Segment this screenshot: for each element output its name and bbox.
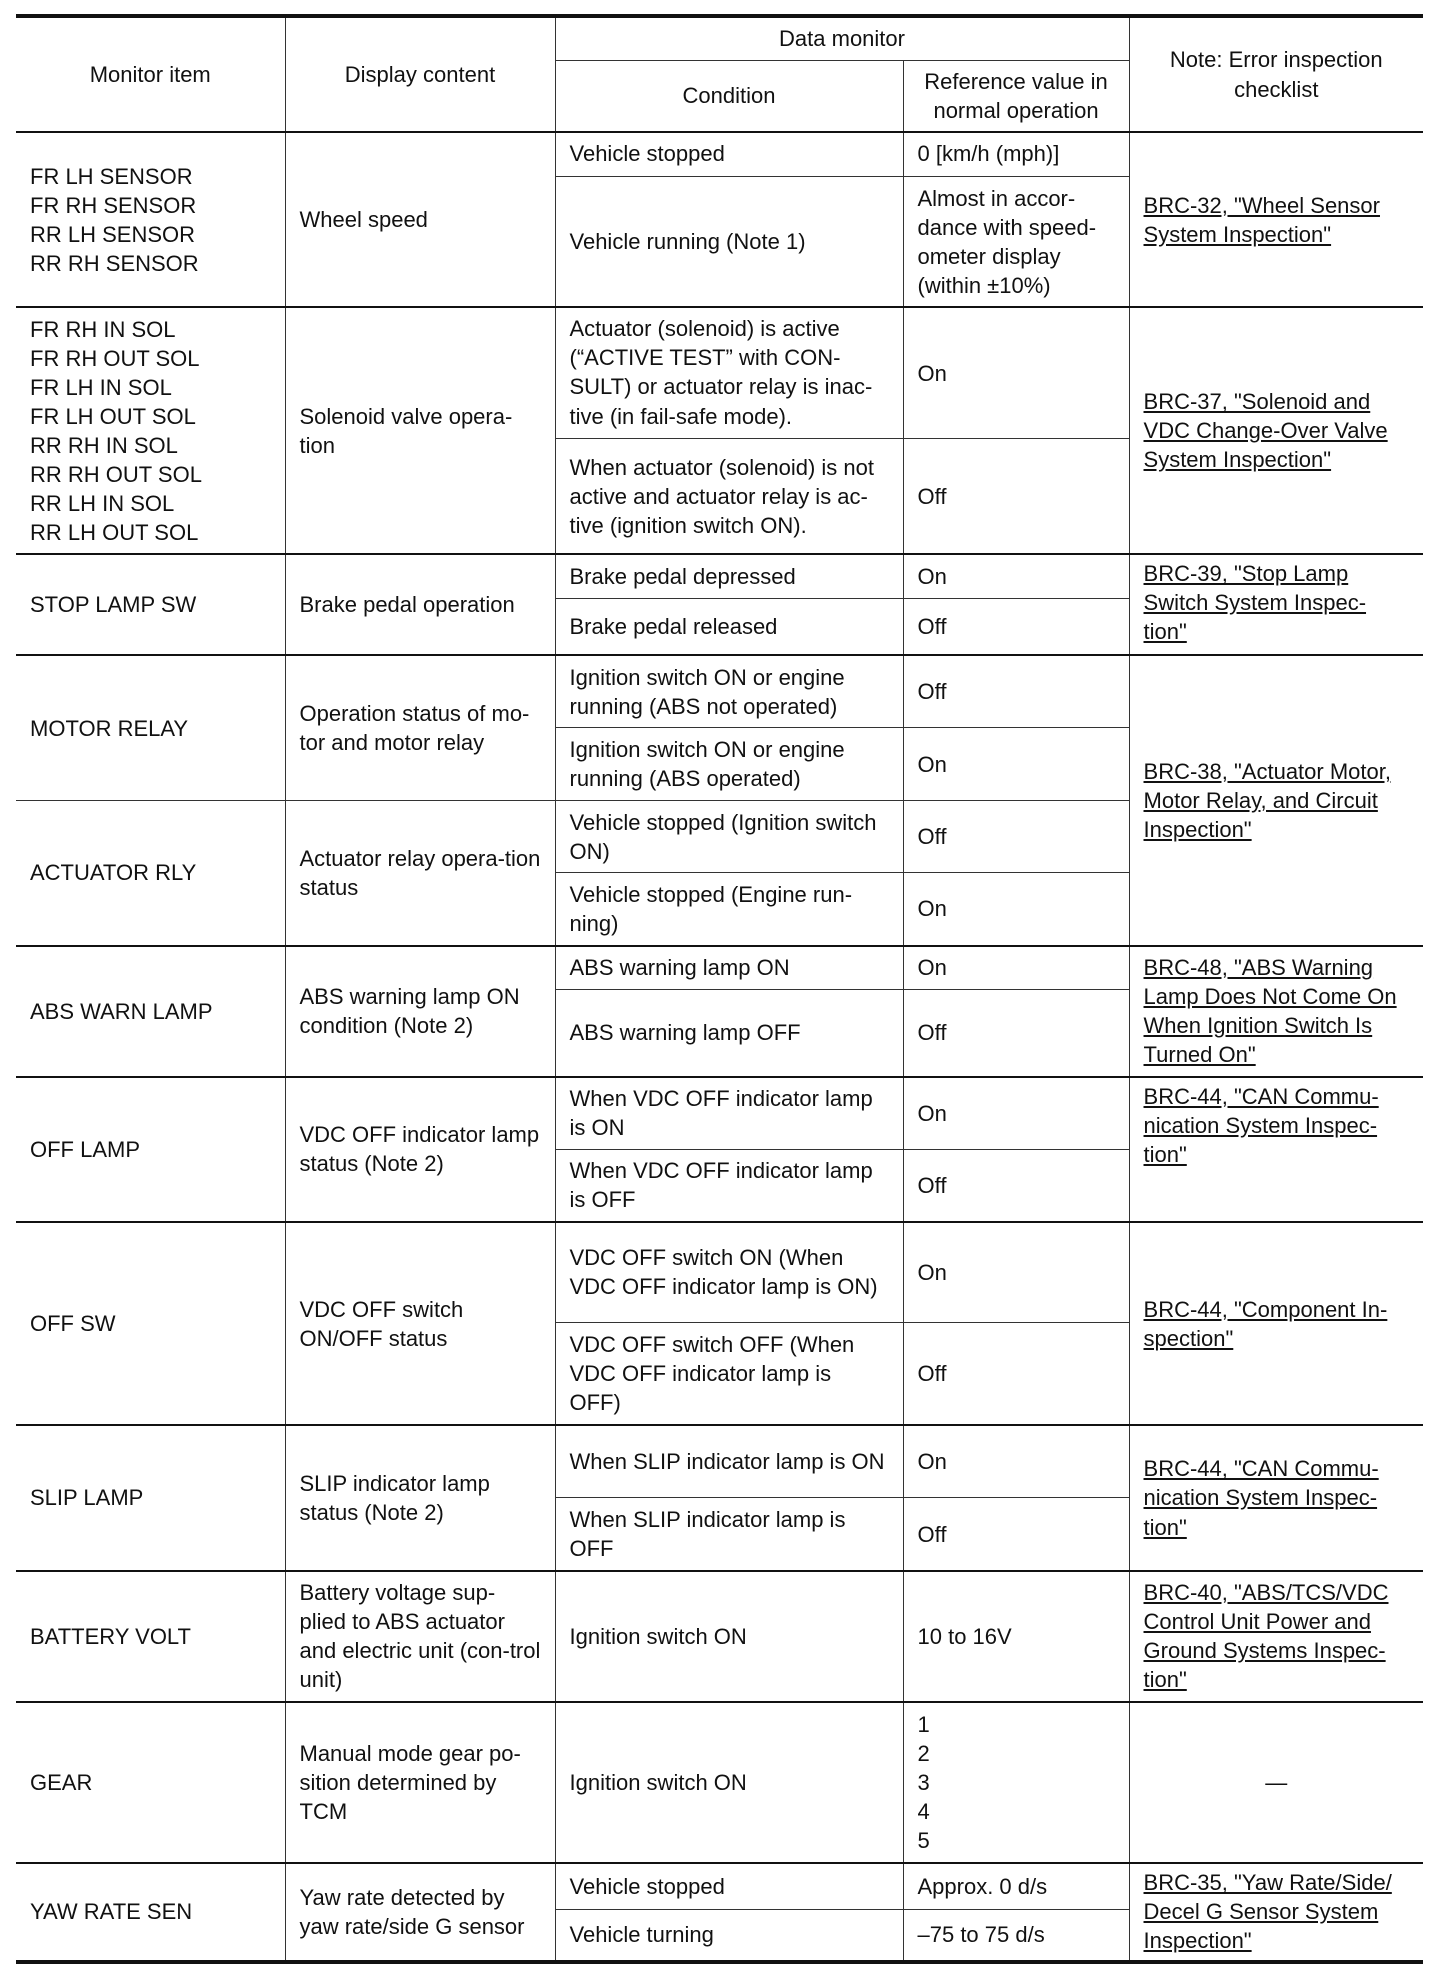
table-row: [16, 946, 1423, 990]
monitor-item: ABS WARN LAMP: [16, 946, 285, 1077]
table-row: [16, 307, 1423, 438]
reference-value: 10 to 16V: [903, 1571, 1129, 1702]
condition: Ignition switch ON: [555, 1702, 903, 1863]
monitor-item-cell: [16, 132, 285, 307]
note-link[interactable]: [1129, 1222, 1423, 1426]
monitor-item: FR LH IN SOL: [30, 374, 172, 400]
condition: Ignition switch ON: [555, 1571, 903, 1702]
note-link[interactable]: [1129, 1571, 1423, 1702]
display-content: Battery voltage sup-plied to ABS actuator and electric unit (con-trol unit): [285, 1571, 555, 1702]
monitor-item: FR LH SENSOR: [30, 163, 193, 189]
display-content: Brake pedal operation: [285, 554, 555, 655]
gear-value: 3: [917, 1769, 930, 1795]
note-link-text[interactable]: BRC-40, "ABS/TCS/VDC Control Unit Power and Ground Systems Inspec-tion": [1143, 1580, 1389, 1693]
condition: VDC OFF switch ON (When VDC OFF indicator lamp is ON): [555, 1222, 903, 1323]
reference-value: Approx. 0 d/s: [903, 1863, 1129, 1909]
reference-value: Off: [903, 1149, 1129, 1222]
gear-value: 4: [917, 1798, 930, 1824]
header-reference-value: Reference value in normal operation: [903, 60, 1129, 132]
note-link-text[interactable]: BRC-35, "Yaw Rate/Side/ Decel G Sensor System Inspection": [1143, 1870, 1392, 1954]
condition: When actuator (solenoid) is not active and actuator relay is ac-tive (ignition switch ON).: [555, 438, 903, 554]
table-row: [16, 554, 1423, 598]
monitor-item: OFF LAMP: [16, 1077, 285, 1222]
display-content: VDC OFF switch ON/OFF status: [285, 1222, 555, 1426]
monitor-item: SLIP LAMP: [16, 1425, 285, 1570]
reference-value: On: [903, 1077, 1129, 1150]
table-row: [16, 1863, 1423, 1909]
condition: ABS warning lamp ON: [555, 946, 903, 990]
note-link[interactable]: [1129, 307, 1423, 554]
table-row: [16, 655, 1423, 728]
reference-value: On: [903, 873, 1129, 946]
note-link-text[interactable]: BRC-44, "CAN Commu-nication System Inspec-tion": [1143, 1456, 1379, 1540]
reference-value: Off: [903, 990, 1129, 1077]
condition: When SLIP indicator lamp is ON: [555, 1425, 903, 1498]
note-link-text[interactable]: BRC-44, "CAN Commu-nication System Inspec-tion": [1143, 1083, 1379, 1167]
header-note: Note: Error inspection checklist: [1129, 16, 1423, 132]
reference-value: –75 to 75 d/s: [903, 1909, 1129, 1962]
condition: Vehicle running (Note 1): [555, 176, 903, 307]
note-link[interactable]: [1129, 132, 1423, 307]
condition: Vehicle stopped: [555, 132, 903, 176]
note-link[interactable]: [1129, 1077, 1423, 1222]
gear-value: 2: [917, 1740, 930, 1766]
display-content: Actuator relay opera-tion status: [285, 800, 555, 945]
condition: Ignition switch ON or engine running (ABS operated): [555, 728, 903, 801]
condition: When VDC OFF indicator lamp is ON: [555, 1077, 903, 1150]
table-row: [16, 1702, 1423, 1863]
note-link[interactable]: [1129, 655, 1423, 945]
monitor-item: RR LH OUT SOL: [30, 520, 199, 546]
reference-value: Off: [903, 655, 1129, 728]
monitor-item: FR LH OUT SOL: [30, 403, 196, 429]
monitor-item: ACTUATOR RLY: [16, 800, 285, 945]
condition: Vehicle stopped (Engine run-ning): [555, 873, 903, 946]
display-content: SLIP indicator lamp status (Note 2): [285, 1425, 555, 1570]
gear-value: 1: [917, 1711, 930, 1737]
note-link-text[interactable]: BRC-32, "Wheel Sensor System Inspection": [1143, 192, 1380, 247]
monitor-item: RR RH IN SOL: [30, 432, 178, 458]
monitor-item: FR RH OUT SOL: [30, 345, 200, 371]
reference-value: Off: [903, 800, 1129, 873]
condition: When SLIP indicator lamp is OFF: [555, 1498, 903, 1571]
display-content: ABS warning lamp ON condition (Note 2): [285, 946, 555, 1077]
monitor-item: RR RH OUT SOL: [30, 461, 202, 487]
reference-value: Off: [903, 438, 1129, 554]
note-link[interactable]: [1129, 1425, 1423, 1570]
monitor-item: BATTERY VOLT: [16, 1571, 285, 1702]
table-row: [16, 1571, 1423, 1702]
note-link-text[interactable]: BRC-39, "Stop Lamp Switch System Inspec-tion": [1143, 561, 1367, 645]
monitor-item: RR LH IN SOL: [30, 490, 175, 516]
reference-value: Off: [903, 1498, 1129, 1571]
condition: Vehicle stopped: [555, 1863, 903, 1909]
table-row: [16, 132, 1423, 176]
monitor-item: OFF SW: [16, 1222, 285, 1426]
monitor-item: GEAR: [16, 1702, 285, 1863]
table-row: [16, 1425, 1423, 1498]
reference-value: Off: [903, 1323, 1129, 1426]
note-link-text[interactable]: BRC-44, "Component In-spection": [1143, 1296, 1388, 1351]
reference-value: On: [903, 307, 1129, 438]
reference-value: [903, 1702, 1129, 1863]
reference-value: Almost in accor-dance with speed-ometer display (within ±10%): [903, 176, 1129, 307]
gear-value: 5: [917, 1827, 930, 1853]
reference-value: On: [903, 554, 1129, 598]
note-link-text[interactable]: BRC-38, "Actuator Motor, Motor Relay, and Circuit Inspection": [1143, 758, 1391, 842]
display-content: VDC OFF indicator lamp status (Note 2): [285, 1077, 555, 1222]
condition: When VDC OFF indicator lamp is OFF: [555, 1149, 903, 1222]
display-content: Solenoid valve opera-tion: [285, 307, 555, 554]
reference-value: On: [903, 1425, 1129, 1498]
note-link[interactable]: [1129, 554, 1423, 655]
note-link-text[interactable]: BRC-37, "Solenoid and VDC Change-Over Valve System Inspection": [1143, 389, 1388, 473]
header-display-content: Display content: [285, 16, 555, 132]
header-monitor-item: Monitor item: [16, 16, 285, 132]
condition: VDC OFF switch OFF (When VDC OFF indicator lamp is OFF): [555, 1323, 903, 1426]
monitor-item: STOP LAMP SW: [16, 554, 285, 655]
monitor-item-cell: [16, 307, 285, 554]
reference-value: On: [903, 728, 1129, 801]
header-row: [16, 16, 1423, 60]
condition: Vehicle stopped (Ignition switch ON): [555, 800, 903, 873]
condition: Ignition switch ON or engine running (ABS not operated): [555, 655, 903, 728]
monitor-item: MOTOR RELAY: [16, 655, 285, 800]
header-data-monitor: Data monitor: [555, 16, 1129, 60]
table-row: [16, 1222, 1423, 1323]
note-link[interactable]: [1129, 946, 1423, 1077]
display-content: Manual mode gear po-sition determined by TCM: [285, 1702, 555, 1863]
display-content: Yaw rate detected by yaw rate/side G sensor: [285, 1863, 555, 1962]
reference-value: Off: [903, 599, 1129, 655]
monitor-item: FR RH IN SOL: [30, 316, 176, 342]
condition: ABS warning lamp OFF: [555, 990, 903, 1077]
note-link-text[interactable]: BRC-48, "ABS Warning Lamp Does Not Come On When Ignition Switch Is Turned On": [1143, 955, 1397, 1068]
reference-value: On: [903, 1222, 1129, 1323]
monitor-item: RR LH SENSOR: [30, 221, 196, 247]
condition: Brake pedal released: [555, 599, 903, 655]
monitor-table: [16, 14, 1423, 1964]
display-content: Wheel speed: [285, 132, 555, 307]
monitor-item: FR RH SENSOR: [30, 192, 197, 218]
monitor-item: RR RH SENSOR: [30, 250, 199, 276]
condition: Brake pedal depressed: [555, 554, 903, 598]
display-content: Operation status of mo-tor and motor relay: [285, 655, 555, 800]
table-row: [16, 1077, 1423, 1150]
note-link[interactable]: [1129, 1863, 1423, 1962]
condition: Actuator (solenoid) is active (“ACTIVE TEST” with CON-SULT) or actuator relay is inac-tive (in fail-safe mode).: [555, 307, 903, 438]
reference-value: 0 [km/h (mph)]: [903, 132, 1129, 176]
note-dash: —: [1129, 1702, 1423, 1863]
condition: Vehicle turning: [555, 1909, 903, 1962]
header-condition: Condition: [555, 60, 903, 132]
reference-value: On: [903, 946, 1129, 990]
monitor-item: YAW RATE SEN: [16, 1863, 285, 1962]
